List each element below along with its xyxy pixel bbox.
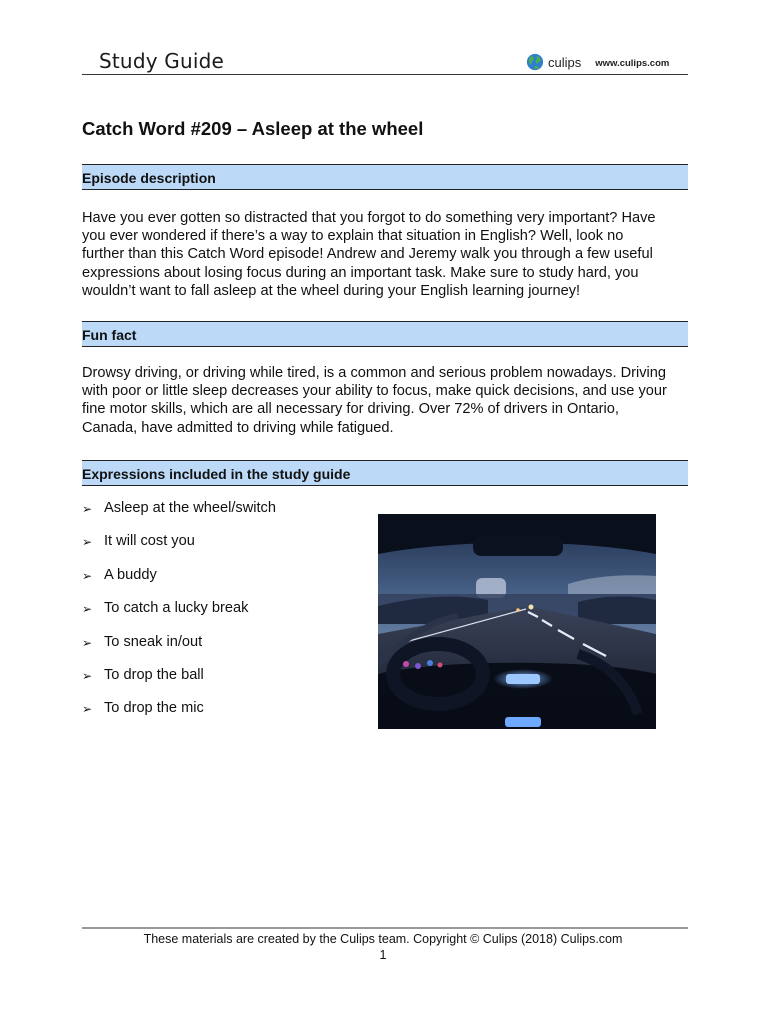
expression-text: It will cost you bbox=[104, 533, 195, 550]
expression-text: To sneak in/out bbox=[104, 633, 203, 650]
document-title: Catch Word #209 – Asleep at the wheel bbox=[82, 118, 424, 139]
arrow-bullet-icon: ➢ bbox=[82, 635, 93, 650]
text-line: Have you ever gotten so distracted that you forgot to do something very important? Have bbox=[82, 210, 656, 226]
night-driving-photo bbox=[378, 514, 656, 729]
arrow-bullet-icon: ➢ bbox=[82, 535, 93, 550]
episode-description-heading bbox=[82, 164, 688, 190]
text-line: fine motor skills, which are all necessary for driving. Over 72% of drivers in Ontario, bbox=[82, 401, 619, 418]
text-line: expressions about losing focus during an important task. Make sure to study hard, you bbox=[82, 264, 639, 281]
text-line: further than this Catch Word episode! Andrew and Jeremy walk you through a few useful bbox=[82, 246, 653, 263]
globe-icon bbox=[526, 53, 544, 71]
list-item bbox=[82, 500, 276, 533]
section-heading-label: Expressions included in the study guide bbox=[82, 466, 351, 482]
arrow-bullet-icon: ➢ bbox=[82, 502, 93, 516]
footer-copyright: These materials are created by the Culips team. Copyright © Culips (2018) Culips.com bbox=[143, 932, 623, 946]
header-title: Study Guide bbox=[99, 49, 225, 73]
expressions-heading bbox=[82, 460, 688, 486]
arrow-bullet-icon: ➢ bbox=[82, 702, 93, 717]
expressions-list bbox=[82, 500, 276, 734]
text-line: Canada, have admitted to driving while fatigued. bbox=[82, 419, 394, 436]
page-number: 1 bbox=[379, 948, 387, 962]
expression-text: To drop the ball bbox=[104, 666, 204, 683]
list-item bbox=[82, 600, 276, 633]
arrow-bullet-icon: ➢ bbox=[82, 668, 93, 683]
list-item bbox=[82, 567, 276, 600]
footer-divider bbox=[82, 927, 688, 929]
night-driving-illustration bbox=[378, 514, 656, 729]
text-line: you ever wondered if there’s a way to explain that situation in English? Well, look no bbox=[82, 228, 624, 245]
expression-text: To catch a lucky break bbox=[104, 600, 249, 617]
expression-text: A buddy bbox=[104, 566, 157, 583]
section-heading-label: Episode description bbox=[82, 170, 216, 186]
brand-name: culips bbox=[548, 54, 582, 70]
list-item bbox=[82, 634, 276, 667]
list-item bbox=[82, 700, 276, 733]
fun-fact-text bbox=[82, 364, 692, 437]
expression-text: To drop the mic bbox=[104, 700, 204, 717]
expression-text: Asleep at the wheel/switch bbox=[104, 500, 276, 516]
text-line: wouldn’t want to fall asleep at the wheel during your English learning journey! bbox=[82, 282, 581, 299]
list-item bbox=[82, 667, 276, 700]
brand[interactable] bbox=[526, 52, 669, 72]
episode-description-text bbox=[82, 209, 692, 300]
text-line: Drowsy driving, or driving while tired, is a common and serious problem nowadays. Driving bbox=[82, 365, 666, 381]
list-item bbox=[82, 533, 276, 566]
fun-fact-heading bbox=[82, 321, 688, 347]
text-line: with poor or little sleep decreases your ability to focus, make quick decisions, and use your bbox=[82, 383, 667, 400]
brand-url-link[interactable]: www.culips.com bbox=[595, 58, 670, 69]
page-header bbox=[82, 48, 688, 75]
arrow-bullet-icon: ➢ bbox=[82, 602, 93, 617]
section-heading-label: Fun fact bbox=[82, 327, 137, 343]
arrow-bullet-icon: ➢ bbox=[82, 568, 93, 583]
